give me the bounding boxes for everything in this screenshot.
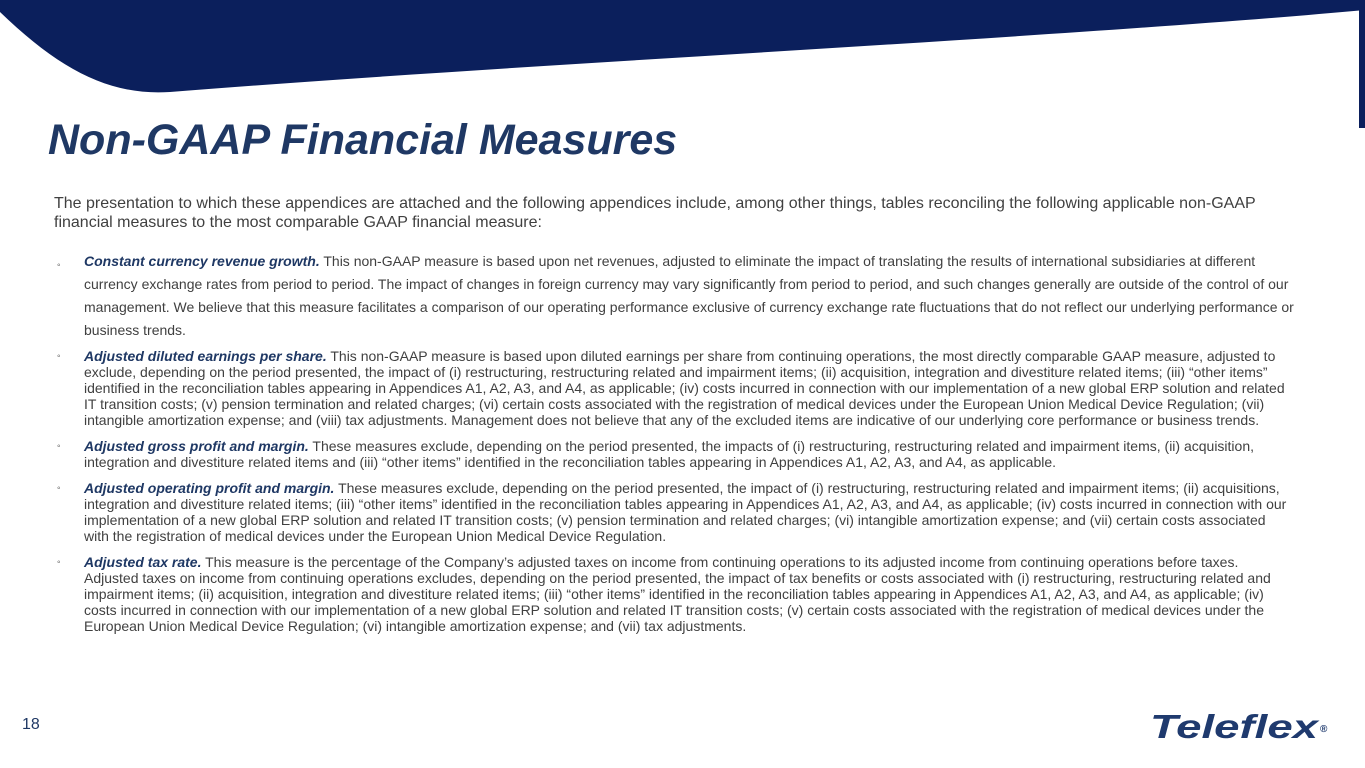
bullet-marker: ◦ [57, 441, 61, 452]
measure-description: This non-GAAP measure is based upon net revenues, adjusted to eliminate the impact of translating the results of international subsidiaries at different currency exchange rates from period to period. The impact of changes in foreign currency may vary significantly from period to period, and such changes generally are outside of the control of our management. We believe that this measure facilitates a comparison of our operating performance exclusive of currency exchange rate fluctuations that do not reflect our underlying performance or business trends. [84, 253, 1294, 338]
teleflex-logo [1150, 708, 1330, 744]
banner-wave-shape [0, 0, 1365, 92]
measure-description: This measure is the percentage of the Company’s adjusted taxes on income from continuing operations to its adjusted income from continuing operations before taxes. Adjusted taxes on income from continuing operations excludes, depending on the period presented, the impact of tax benefits or costs associated with (i) restructuring, restructuring related and impairment items; (ii) acquisition, integration and divestiture related items; (iii) “other items” identified in the reconciliation tables appearing in Appendices A1, A2, A3, and A4, as applicable; (iv) costs incurred in connection with our implementation of a new global ERP solution and related IT transition costs; (v) certain costs associated with the registration of medical devices under the European Union Medical Device Regulation; (vi) intangible amortization expense; and (vii) tax adjustments. [84, 554, 1271, 634]
measure-description: These measures exclude, depending on the period presented, the impact of (i) restructuring, restructuring related and impairment items; (ii) acquisitions, integration and divestiture related items; (iii) “other items” identified in the reconciliation tables appearing in Appendices A1, A2, A3, and A4, as applicable; (iv) costs incurred in connection with our implementation of a new global ERP solution and related IT transition costs; (v) pension termination and related charges; (vi) intangible amortization expense; and (vii) certain costs associated with the registration of medical devices under the European Union Medical Device Regulation. [84, 480, 1287, 544]
logo-registered-mark: ® [1320, 724, 1328, 735]
list-item-adjusted-tax-rate [54, 554, 1294, 634]
page-number: 18 [22, 716, 40, 733]
bullet-marker: ◦ [57, 351, 61, 362]
measure-term: Adjusted tax rate. [84, 554, 202, 570]
logo-wordmark: Teleflex [1150, 708, 1321, 744]
banner-edge-strip [1359, 0, 1365, 128]
header-banner [0, 0, 1365, 130]
page-title: Non-GAAP Financial Measures [48, 116, 678, 164]
bullet-marker: ◦ [57, 260, 61, 271]
measure-description: This non-GAAP measure is based upon diluted earnings per share from continuing operations, the most directly comparable GAAP measure, adjusted to exclude, depending on the period presented, the impact of (i) restructuring, restructuring related and impairment items; (ii) acquisition, integration and divestiture related items; (iii) “other items” identified in the reconciliation tables appearing in Appendices A1, A2, A3, and A4, as applicable; (iv) costs incurred in connection with our implementation of a new global ERP solution and related IT transition costs; (v) pension termination and related charges; (vi) certain costs associated with the registration of medical devices under the European Union Medical Device Regulation; (vii) intangible amortization expense; and (viii) tax adjustments. Management does not believe that any of the excluded items are indicative of our underlying core performance or business trends. [84, 348, 1285, 428]
measure-list [54, 250, 1294, 644]
list-item-adjusted-operating-profit [54, 480, 1294, 544]
measure-term: Constant currency revenue growth. [84, 253, 320, 269]
bullet-marker: ◦ [57, 483, 61, 494]
measure-term: Adjusted gross profit and margin. [84, 438, 309, 454]
intro-paragraph: The presentation to which these appendices are attached and the following appendices include, among other things, tables reconciling the following applicable non-GAAP financial measures to the most comparable GAAP financial measure: [54, 195, 1256, 231]
list-item-constant-currency [54, 250, 1294, 342]
bullet-marker: ◦ [57, 557, 61, 568]
list-item-adjusted-eps [54, 348, 1294, 428]
list-item-adjusted-gross-profit [54, 438, 1294, 470]
measure-description: These measures exclude, depending on the period presented, the impacts of (i) restructuring, restructuring related and impairment items, (ii) acquisition, integration and divestiture related items and (iii) “other items” identified in the reconciliation tables appearing in Appendices A1, A2, A3, and A4, as applicable. [84, 438, 1255, 470]
measure-term: Adjusted diluted earnings per share. [84, 348, 327, 364]
measure-term: Adjusted operating profit and margin. [84, 480, 335, 496]
